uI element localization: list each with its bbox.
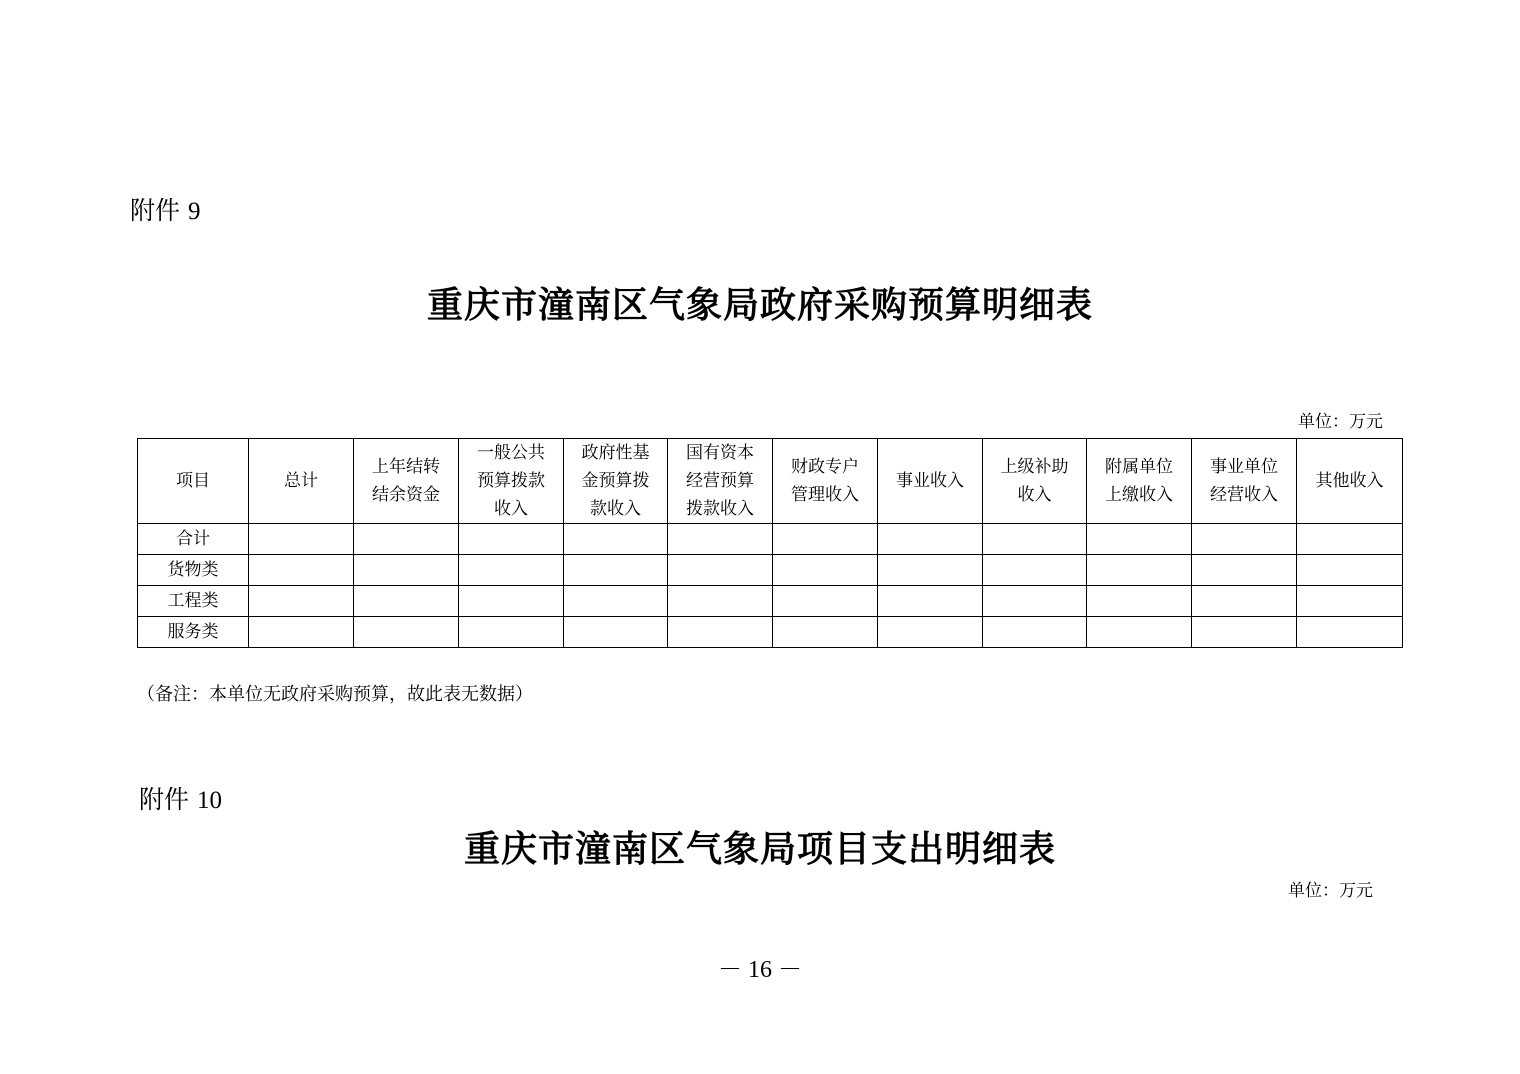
header-cell-operating-income: 事业单位经营收入 — [1192, 439, 1297, 524]
table-row — [138, 555, 1403, 586]
header-cell-general-budget: 一般公共预算拨款收入 — [459, 439, 564, 524]
table-cell — [354, 617, 459, 648]
table-cell — [1192, 524, 1297, 555]
unit-label-table9: 单位：万元 — [1298, 412, 1383, 432]
table-cell — [1192, 586, 1297, 617]
table-cell — [459, 617, 564, 648]
table-header-row — [138, 439, 1403, 524]
table-cell — [354, 586, 459, 617]
table-cell — [878, 586, 983, 617]
table-cell — [1087, 617, 1192, 648]
header-cell-business-income: 事业收入 — [878, 439, 983, 524]
table-cell — [459, 524, 564, 555]
table-cell — [1297, 586, 1403, 617]
attachment-9-number: 9 — [187, 198, 201, 225]
header-cell-other-income: 其他收入 — [1297, 439, 1403, 524]
table-cell — [1087, 555, 1192, 586]
table-cell — [249, 586, 354, 617]
header-cell-gov-fund: 政府性基金预算拨款收入 — [564, 439, 668, 524]
table-cell — [983, 586, 1087, 617]
table-cell — [564, 555, 668, 586]
header-cell-total: 总计 — [249, 439, 354, 524]
table-cell — [983, 524, 1087, 555]
header-cell-superior-subsidy: 上级补助收入 — [983, 439, 1087, 524]
table-row — [138, 524, 1403, 555]
table-cell — [354, 524, 459, 555]
table-cell — [878, 617, 983, 648]
attachment-10-text: 附件 — [139, 785, 190, 814]
table-cell — [249, 524, 354, 555]
table-cell — [668, 524, 773, 555]
attachment-9-label — [130, 196, 200, 227]
table-cell — [668, 617, 773, 648]
table-cell — [1297, 524, 1403, 555]
row-label: 合计 — [138, 524, 249, 555]
table-cell — [1297, 617, 1403, 648]
table-cell — [459, 555, 564, 586]
table-cell — [564, 617, 668, 648]
table-cell — [773, 524, 878, 555]
table-cell — [668, 555, 773, 586]
table-cell — [1192, 555, 1297, 586]
table-cell — [564, 586, 668, 617]
table-cell — [878, 555, 983, 586]
table-cell — [1087, 586, 1192, 617]
table-row — [138, 617, 1403, 648]
table-cell — [983, 617, 1087, 648]
table-cell — [773, 586, 878, 617]
row-label: 货物类 — [138, 555, 249, 586]
header-cell-subsidiary-payment: 附属单位上缴收入 — [1087, 439, 1192, 524]
attachment-10-label — [139, 785, 222, 816]
page-number: － 16 － — [718, 957, 802, 983]
table-cell — [878, 524, 983, 555]
procurement-budget-title: 重庆市潼南区气象局政府采购预算明细表 — [426, 285, 1093, 326]
table-note: （备注：本单位无政府采购预算，故此表无数据） — [137, 684, 533, 704]
header-cell-state-capital: 国有资本经营预算拨款收入 — [668, 439, 773, 524]
header-cell-special-account: 财政专户管理收入 — [773, 439, 878, 524]
table-cell — [1297, 555, 1403, 586]
table-cell — [1087, 524, 1192, 555]
table-cell — [459, 586, 564, 617]
attachment-10-number: 10 — [196, 787, 222, 814]
table-cell — [249, 555, 354, 586]
table-cell — [773, 617, 878, 648]
project-expenditure-title: 重庆市潼南区气象局项目支出明细表 — [463, 829, 1056, 870]
procurement-budget-table — [137, 438, 1403, 648]
header-cell-carryover: 上年结转结余资金 — [354, 439, 459, 524]
row-label: 服务类 — [138, 617, 249, 648]
table-cell — [354, 555, 459, 586]
attachment-9-text: 附件 — [130, 196, 181, 225]
row-label: 工程类 — [138, 586, 249, 617]
table-cell — [564, 524, 668, 555]
header-cell-item: 项目 — [138, 439, 249, 524]
table-row — [138, 586, 1403, 617]
table-cell — [668, 586, 773, 617]
table-cell — [773, 555, 878, 586]
table-cell — [1192, 617, 1297, 648]
unit-label-table10: 单位：万元 — [1288, 881, 1373, 900]
table-cell — [249, 617, 354, 648]
table-cell — [983, 555, 1087, 586]
